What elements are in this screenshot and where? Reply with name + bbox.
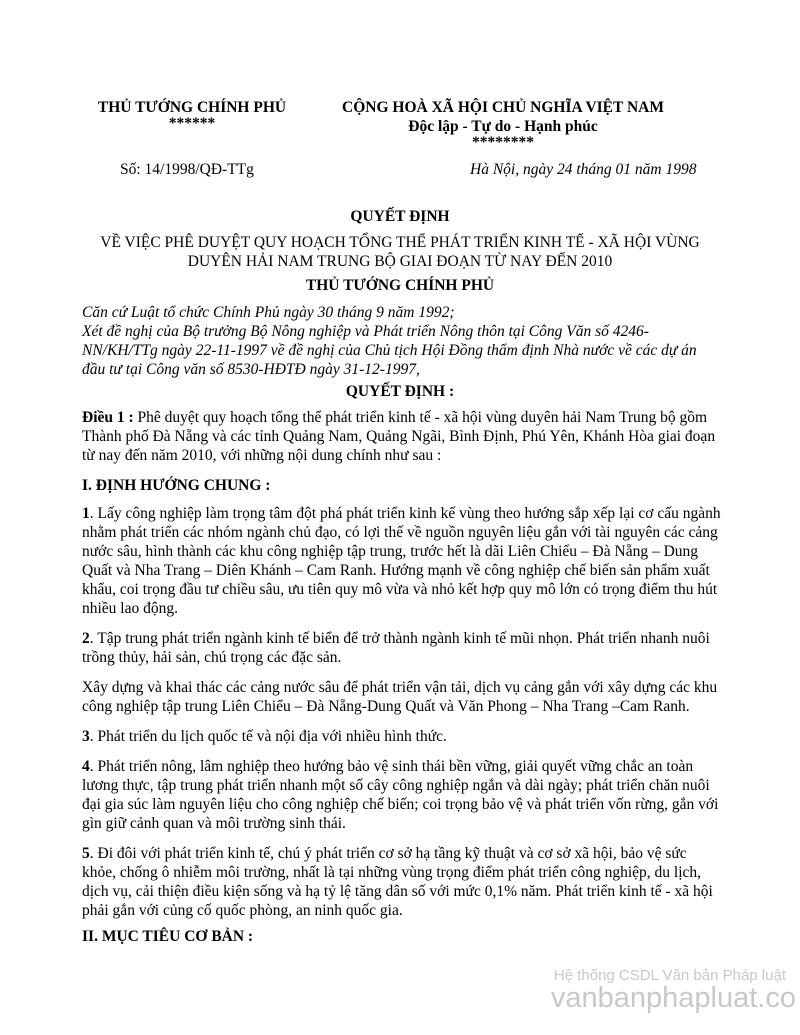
article-1-label: Điều 1 : — [82, 409, 134, 426]
paragraph-4 — [82, 757, 722, 833]
country-name: CỘNG HOÀ XÃ HỘI CHỦ NGHĨA VIỆT NAM — [342, 99, 664, 116]
paragraph-3 — [82, 727, 722, 746]
paragraph-5 — [82, 844, 722, 920]
article-1 — [82, 408, 722, 465]
section-1-heading: I. ĐỊNH HƯỚNG CHUNG : — [82, 477, 271, 494]
issuer-heading: THỦ TƯỚNG CHÍNH PHỦ — [305, 277, 495, 294]
subject-line-2: DUYÊN HẢI NAM TRUNG BỘ GIAI ĐOẠN TỪ NAY ĐẾN 2010 — [187, 253, 613, 270]
paragraph-4-number: 4 — [82, 758, 90, 775]
preamble-basis-1: Căn cứ Luật tổ chức Chính Phủ ngày 30 tháng 9 năm 1992; — [82, 304, 455, 321]
preamble-basis-2: Xét đề nghị của Bộ trưởng Bộ Nông nghiệp và Phát triển Nông thôn tại Công Văn số 4246-NN/KH/TTg ngày 22-11-1997 về đề nghị của Chủ tịch Hội Đồng thẩm định Nhà nước về các dự án đầu tư tại Công văn số 8530-HĐTĐ ngày 31-12-1997, — [82, 323, 697, 378]
document-type: QUYẾT ĐỊNH — [350, 208, 450, 225]
agency-name: THỦ TƯỚNG CHÍNH PHỦ — [97, 99, 287, 116]
decision-heading: QUYẾT ĐỊNH : — [345, 383, 455, 400]
document-body — [82, 408, 722, 955]
paragraph-4-text: . Phát triển nông, lâm nghiệp theo hướng bảo vệ sinh thái bền vững, giải quyết vững chắc an toàn lương thực, tập trung phát triển nhanh một số cây công nghiệp ngắn và dài ngày; phát triển chăn nuôi đại gia súc làm nguyên liệu cho công nghiệp chế biến; coi trọng bảo vệ và phát triển vốn rừng, gắn với gìn giữ cảnh quan và môi trường sinh thái. — [82, 758, 719, 832]
paragraph-1-text: . Lấy công nghiệp làm trọng tâm đột phá phát triển kinh kế vùng theo hướng sắp xếp lại cơ cấu ngành nhằm phát triển các nhóm ngành chủ đạo, có lợi thế về nguồn nguyên liệu gắn với tài nguyên các cảng nước sâu, hình thành các khu công nghiệp tập trung, trước hết là dãi Liên Chiểu – Đà Nẵng – Dung Quất và Nha Trang – Diên Khánh – Cam Ranh. Hướng mạnh về công nghiệp chế biến sản phẩm xuất khẩu, coi trọng đầu tư chiều sâu, ưu tiên quy mô vừa và nhỏ kết hợp quy mô lớn có trọng điểm thu hút nhiều lao động. — [82, 505, 721, 617]
motto-separator: ******** — [472, 134, 534, 151]
document-subject — [80, 233, 720, 271]
agency-separator: ****** — [168, 115, 216, 132]
paragraph-3-number: 3 — [82, 728, 90, 745]
watermark-caption: Hệ thống CSDL Văn bản Pháp luật — [553, 967, 786, 984]
article-1-text: Phê duyệt quy hoạch tổng thể phát triển kinh tế - xã hội vùng duyên hải Nam Trung bộ gồm Thành phố Đà Nẵng và các tỉnh Quảng Nam, Quảng Ngãi, Bình Định, Phú Yên, Khánh Hòa giai đoạn từ nay đến năm 2010, với những nội dung chính như sau : — [82, 409, 716, 464]
national-title — [318, 98, 688, 150]
document-number: Số: 14/1998/QĐ-TTg — [120, 161, 254, 178]
paragraph-5-text: . Đi đôi với phát triển kinh tế, chú ý phát triển cơ sở hạ tầng kỹ thuật và cơ sở xã hội, bảo vệ sức khỏe, chống ô nhiễm môi trường, nhất là tại những vùng trọng điểm phát triển công nghiệp, du lịch, dịch vụ, cải thiện điều kiện sống và hạ tỷ lệ tăng dân số với mức 0,1% năm. Phát triển kinh tế - xã hội phải gắn với củng cố quốc phòng, an ninh quốc gia. — [82, 845, 713, 919]
issuing-agency — [82, 98, 302, 131]
preamble — [82, 303, 722, 379]
paragraph-5-number: 5 — [82, 845, 90, 862]
paragraph-2-text: . Tập trung phát triển ngành kinh tế biển để trở thành ngành kinh tế mũi nhọn. Phát triển nhanh nuôi trồng thủy, hải sản, chú trọng các đặc sản. — [82, 630, 710, 666]
paragraph-1-number: 1 — [82, 505, 90, 522]
paragraph-2-continued: Xây dựng và khai thác các cảng nước sâu để phát triển vận tải, dịch vụ cảng gắn với xây dựng các khu công nghiệp tập trung Liên Chiểu – Đà Nẵng-Dung Quất và Văn Phong – Nha Trang –Cam Ranh. — [82, 679, 718, 715]
section-2-heading: II. MỤC TIÊU CƠ BẢN : — [82, 928, 254, 945]
paragraph-1 — [82, 504, 722, 618]
watermark-site: vanbanphapluat.co — [550, 982, 796, 1014]
paragraph-3-text: . Phát triển du lịch quốc tế và nội địa với nhiều hình thức. — [89, 728, 447, 745]
subject-line-1: VỀ VIỆC PHÊ DUYỆT QUY HOẠCH TỔNG THỂ PHÁT TRIỂN KINH TẾ - XÃ HỘI VÙNG — [100, 234, 700, 251]
national-motto: Độc lập - Tự do - Hạnh phúc — [408, 118, 598, 135]
paragraph-2 — [82, 629, 722, 667]
paragraph-2-number: 2 — [82, 630, 90, 647]
document-date: Hà Nội, ngày 24 tháng 01 năm 1998 — [470, 161, 697, 178]
